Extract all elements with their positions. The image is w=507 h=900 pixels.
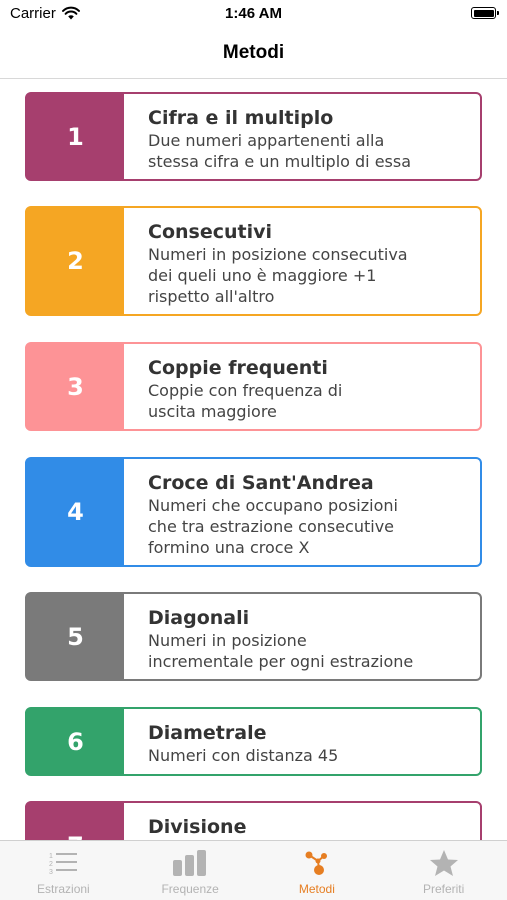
method-card-2[interactable]: [25, 206, 482, 316]
svg-text:3: 3: [49, 869, 54, 876]
method-card-1[interactable]: [25, 92, 482, 181]
bar-chart-icon: [172, 848, 208, 878]
status-time: 1:46 AM: [225, 5, 282, 22]
method-title: Divisione: [148, 816, 247, 838]
method-number-badge: 4: [27, 459, 124, 565]
molecule-icon: [299, 848, 335, 878]
method-text: [124, 459, 480, 565]
method-text: [124, 594, 480, 679]
tab-metodi[interactable]: [254, 841, 381, 900]
method-title: Cifra e il multiplo: [148, 107, 334, 129]
method-description: Numeri in posizione incrementale per ogni estrazione: [148, 631, 414, 671]
method-title: Coppie frequenti: [148, 357, 328, 379]
navigation-bar: [0, 28, 507, 79]
tab-preferiti[interactable]: [380, 841, 507, 900]
page-title: Metodi: [222, 42, 285, 63]
method-number-badge: 5: [27, 594, 124, 679]
tab-frequenze[interactable]: [127, 841, 254, 900]
tab-label: Metodi: [298, 882, 335, 896]
method-text: [124, 344, 480, 429]
method-card-4[interactable]: [25, 457, 482, 567]
tab-label: Estrazioni: [37, 882, 90, 896]
method-title: Croce di Sant'Andrea: [148, 472, 374, 494]
method-text: [124, 709, 480, 774]
tab-bar: [0, 840, 507, 900]
battery-icon: [471, 7, 496, 19]
method-title: Diagonali: [148, 607, 250, 629]
methods-list[interactable]: [0, 79, 507, 841]
method-description: Numeri con distanza 45: [148, 746, 339, 765]
method-card-3[interactable]: [25, 342, 482, 431]
method-description: Due numeri appartenenti alla stessa cifra e un multiplo di essa: [148, 131, 412, 171]
list-numbered-icon: [45, 848, 81, 878]
svg-text:2: 2: [49, 861, 54, 868]
method-title: Diametrale: [148, 722, 267, 744]
method-text: [124, 208, 480, 314]
tab-estrazioni[interactable]: [0, 841, 127, 900]
svg-text:1: 1: [49, 853, 54, 860]
method-number-badge: 3: [27, 344, 124, 429]
method-description: Numeri in posizione consecutiva dei queli uno è maggiore +1 rispetto all'altro: [148, 245, 408, 306]
method-text: [124, 94, 480, 179]
tab-label: Frequenze: [161, 882, 219, 896]
method-card-6[interactable]: [25, 707, 482, 776]
method-number-badge: 1: [27, 94, 124, 179]
method-number-badge: 2: [27, 208, 124, 314]
carrier-label: Carrier: [10, 5, 56, 22]
method-description: Numeri che occupano posizioni che tra estrazione consecutive formino una croce X: [148, 496, 398, 557]
star-icon: [426, 848, 462, 878]
tab-label: Preferiti: [422, 882, 465, 896]
status-bar: [0, 0, 507, 28]
method-number-badge: 6: [27, 709, 124, 774]
method-card-5[interactable]: [25, 592, 482, 681]
method-description: Coppie con frequenza di uscita maggiore: [148, 381, 343, 421]
method-title: Consecutivi: [148, 221, 273, 243]
